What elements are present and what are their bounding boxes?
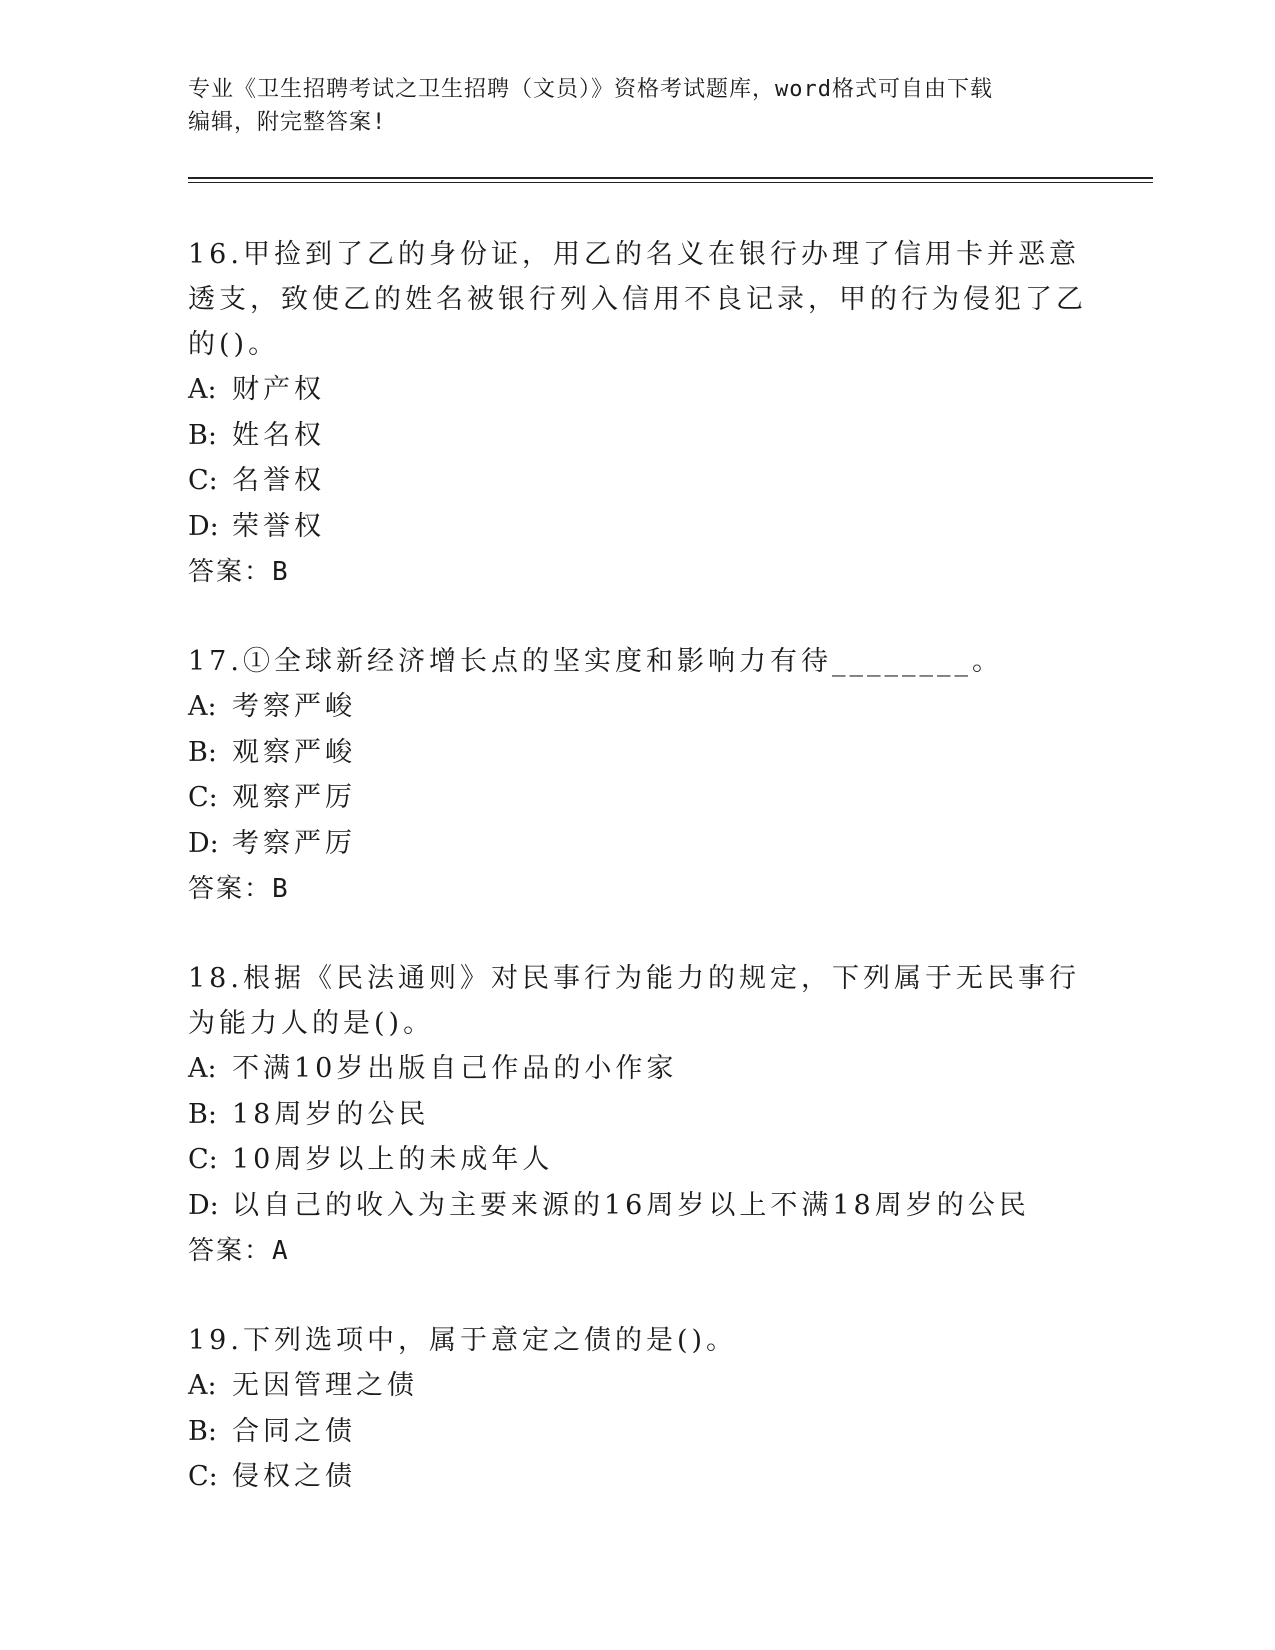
- option-d: [188, 504, 1088, 550]
- option-letter: A:: [188, 1370, 217, 1401]
- header-rule-thin: [188, 182, 1153, 183]
- option-a: [188, 1363, 1088, 1409]
- header-rule-thick: [188, 177, 1153, 179]
- answer-line: 答案：B: [188, 874, 290, 904]
- option-letter: A:: [188, 374, 217, 405]
- option-a: [188, 1046, 1088, 1092]
- option-text: 荣誉权: [232, 510, 325, 542]
- option-b: [188, 1409, 1088, 1455]
- question-text: 19.下列选项中，属于意定之债的是()。: [188, 1325, 738, 1356]
- option-letter: A:: [188, 691, 217, 722]
- question-16: [188, 232, 1088, 595]
- header-line-1: 专业《卫生招聘考试之卫生招聘（文员）》资格考试题库，word格式可自由下载: [188, 77, 993, 102]
- answer-line: 答案：B: [188, 557, 290, 587]
- option-d: [188, 821, 1088, 867]
- option-c: [188, 1454, 1088, 1500]
- option-letter: C:: [188, 465, 218, 496]
- option-text: 财产权: [232, 374, 325, 405]
- option-c: [188, 458, 1088, 504]
- option-letter: D:: [188, 827, 219, 859]
- option-b: [188, 413, 1088, 459]
- question-text: 17.①全球新经济增长点的坚实度和影响力有待________。: [188, 646, 1003, 677]
- option-letter: C:: [188, 782, 218, 813]
- option-d: [188, 1183, 1088, 1229]
- question-18: [188, 956, 1088, 1274]
- option-text: 不满10岁出版自己作品的小作家: [232, 1053, 678, 1084]
- option-text: 18周岁的公民: [232, 1098, 430, 1130]
- option-b: [188, 730, 1088, 776]
- option-c: [188, 1137, 1088, 1183]
- option-text: 合同之债: [232, 1415, 356, 1447]
- option-letter: B:: [188, 736, 217, 768]
- option-letter: C:: [188, 1461, 218, 1492]
- option-letter: C:: [188, 1144, 218, 1175]
- question-text: 16.甲捡到了乙的身份证，用乙的名义在银行办理了信用卡并恶意透支，致使乙的姓名被银行列入信用不良记录，甲的行为侵犯了乙的()。: [188, 239, 1087, 360]
- option-letter: D:: [188, 510, 219, 542]
- question-17: [188, 639, 1088, 912]
- option-text: 考察严厉: [232, 827, 356, 859]
- question-list: [188, 232, 1088, 1544]
- option-letter: B:: [188, 1415, 217, 1447]
- option-text: 无因管理之债: [232, 1370, 418, 1401]
- option-text: 以自己的收入为主要来源的16周岁以上不满18周岁的公民: [232, 1189, 1030, 1221]
- option-c: [188, 775, 1088, 821]
- option-text: 10周岁以上的未成年人: [232, 1144, 554, 1175]
- answer-line: 答案：A: [188, 1236, 290, 1266]
- option-text: 姓名权: [232, 419, 325, 451]
- option-letter: B:: [188, 419, 217, 451]
- question-19: [188, 1318, 1088, 1500]
- option-b: [188, 1092, 1088, 1138]
- option-text: 考察严峻: [232, 691, 356, 722]
- question-text: 18.根据《民法通则》对民事行为能力的规定，下列属于无民事行为能力人的是()。: [188, 963, 1080, 1039]
- option-a: [188, 367, 1088, 413]
- option-text: 侵权之债: [232, 1461, 356, 1492]
- option-letter: D:: [188, 1189, 219, 1221]
- option-letter: A:: [188, 1053, 217, 1084]
- option-text: 观察严峻: [232, 736, 356, 768]
- option-text: 观察严厉: [232, 782, 356, 813]
- option-text: 名誉权: [232, 465, 325, 496]
- option-letter: B:: [188, 1098, 217, 1130]
- document-header: [188, 73, 1068, 139]
- option-a: [188, 684, 1088, 730]
- header-line-2: 编辑，附完整答案!: [188, 110, 387, 135]
